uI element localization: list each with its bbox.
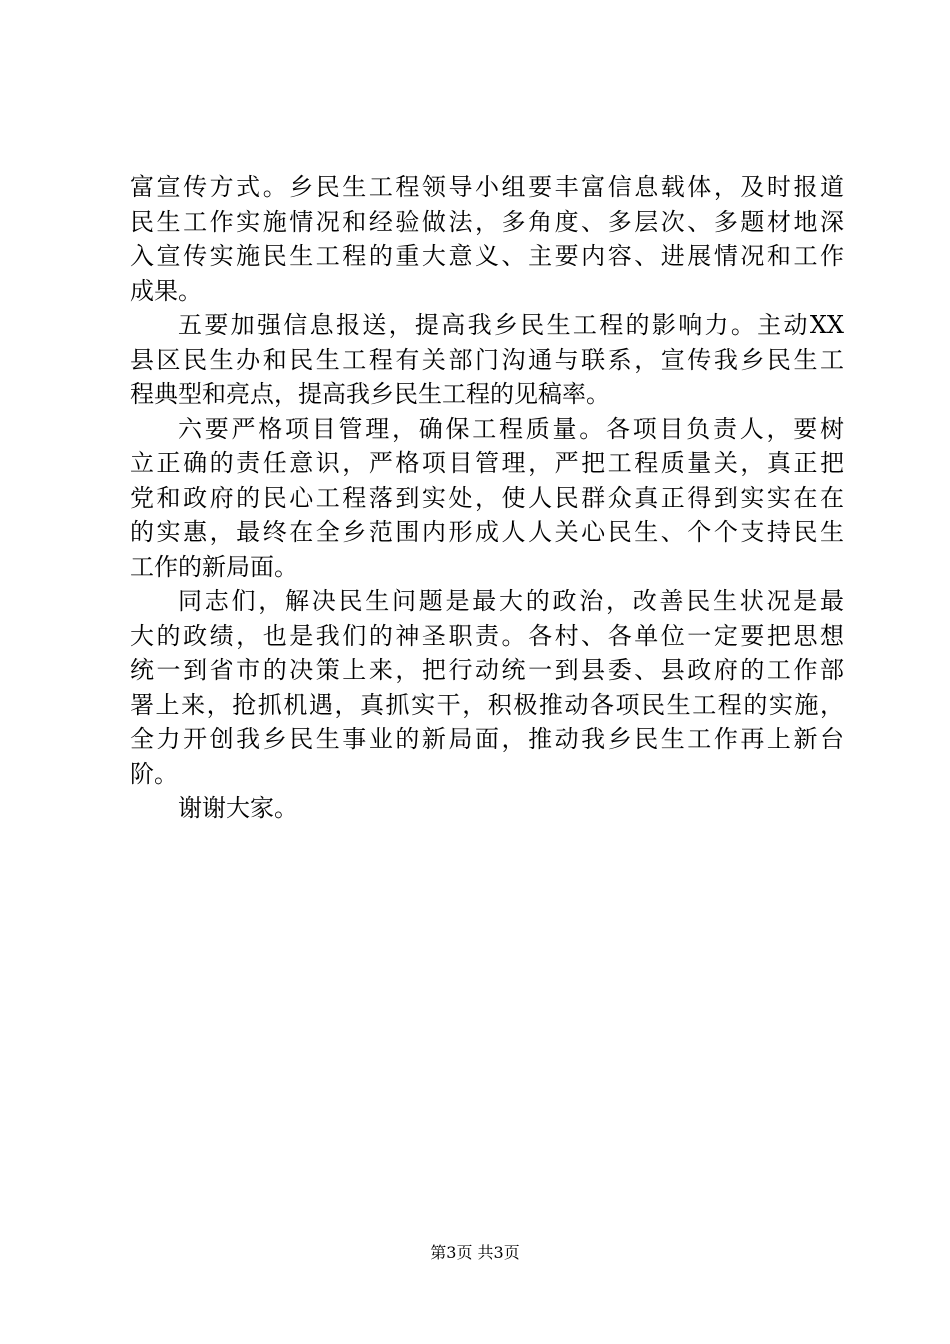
page-footer bbox=[0, 1243, 950, 1263]
text-line: 立正确的责任意识，严格项目管理，严把工程质量关，真正把 bbox=[130, 449, 844, 477]
text-line: 五要加强信息报送，提高我乡民生工程的影响力。主动XX bbox=[178, 311, 844, 339]
text-line: 谢谢大家。 bbox=[178, 794, 298, 822]
text-line: 署上来，抢抓机遇，真抓实干，积极推动各项民生工程的实施， bbox=[130, 690, 844, 719]
text-line: 富宣传方式。乡民生工程领导小组要丰富信息载体，及时报道 bbox=[130, 173, 844, 201]
text-line: 阶。 bbox=[130, 759, 178, 788]
text-line: 六要严格项目管理，确保工程质量。各项目负责人，要树 bbox=[178, 414, 844, 443]
document-body bbox=[130, 170, 844, 826]
page-number-label: 第3页 共3页 bbox=[430, 1243, 520, 1262]
text-line: 成果。 bbox=[130, 276, 202, 305]
text-line: 工作的新局面。 bbox=[130, 552, 298, 581]
text-line: 党和政府的民心工程落到实处，使人民群众真正得到实实在在 bbox=[130, 483, 844, 512]
text-line: 县区民生办和民生工程有关部门沟通与联系，宣传我乡民生工 bbox=[130, 345, 844, 374]
text-line: 入宣传实施民生工程的重大意义、主要内容、进展情况和工作 bbox=[130, 242, 844, 270]
text-line: 大的政绩，也是我们的神圣职责。各村、各单位一定要把思想 bbox=[130, 621, 844, 650]
text-line: 同志们，解决民生问题是最大的政治，改善民生状况是最 bbox=[178, 587, 844, 615]
text-line: 的实惠，最终在全乡范围内形成人人关心民生、个个支持民生 bbox=[130, 518, 844, 546]
text-line: 程典型和亮点，提高我乡民生工程的见稿率。 bbox=[130, 380, 610, 408]
text-line: 民生工作实施情况和经验做法，多角度、多层次、多题材地深 bbox=[130, 207, 844, 236]
text-line: 全力开创我乡民生事业的新局面，推动我乡民生工作再上新台 bbox=[130, 725, 844, 753]
text-line: 统一到省市的决策上来，把行动统一到县委、县政府的工作部 bbox=[130, 656, 844, 684]
